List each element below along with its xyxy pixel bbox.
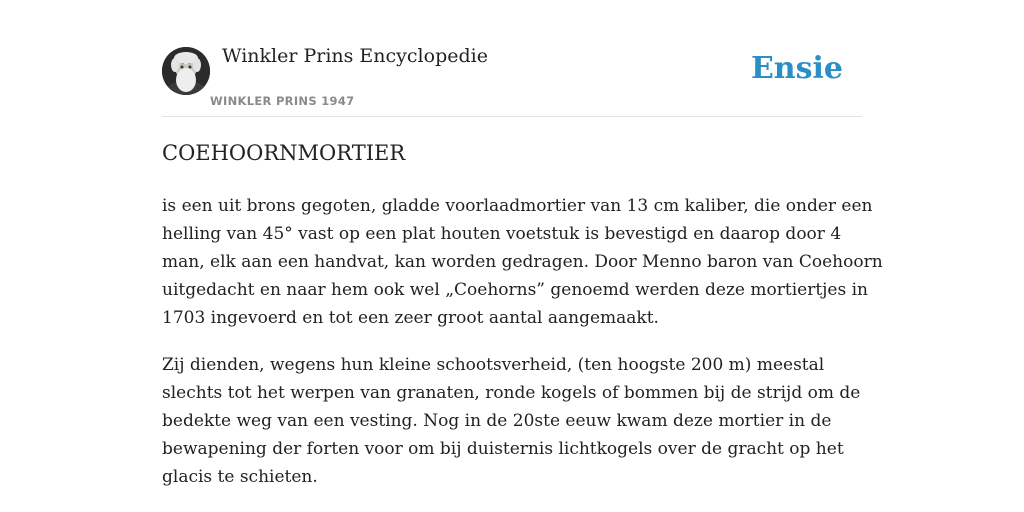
source-header — [162, 0, 862, 117]
paragraph-line: glacis te schieten. — [162, 467, 318, 487]
paragraph-line: 1703 ingevoerd en tot een zeer groot aantal aangemaakt. — [162, 308, 659, 328]
paragraph-line: man, elk aan een handvat, kan worden gedragen. Door Menno baron van Coehoorn — [162, 252, 883, 272]
article-paragraph-2 — [162, 351, 862, 491]
paragraph-line: uitgedacht en naar hem ook wel „Coehorns” genoemd werden deze mortiertjes in — [162, 280, 868, 300]
ensie-logo-link[interactable]: Ensie — [750, 51, 843, 86]
article-title: COEHOORNMORTIER — [162, 141, 406, 165]
paragraph-line: bedekte weg van een vesting. Nog in de 20ste eeuw kwam deze mortier in de — [162, 411, 832, 431]
paragraph-line: slechts tot het werpen van granaten, ronde kogels of bommen bij de strijd om de — [162, 383, 861, 403]
paragraph-line: bewapening der forten voor om bij duisternis lichtkogels over de gracht op het — [162, 439, 844, 459]
paragraph-line: is een uit brons gegoten, gladde voorlaadmortier van 13 cm kaliber, die onder een — [162, 196, 873, 216]
portrait-avatar-icon[interactable] — [162, 47, 210, 95]
article-container — [162, 0, 883, 487]
source-subtitle: WINKLER PRINS 1947 — [210, 94, 355, 108]
paragraph-line: Zij dienden, wegens hun kleine schootsverheid, (ten hoogste 200 m) meestal — [162, 355, 825, 375]
article-paragraph-1 — [162, 192, 883, 332]
source-title[interactable]: Winkler Prins Encyclopedie — [222, 45, 488, 67]
paragraph-line: helling van 45° vast op een plat houten voetstuk is bevestigd en daarop door 4 — [162, 224, 842, 244]
